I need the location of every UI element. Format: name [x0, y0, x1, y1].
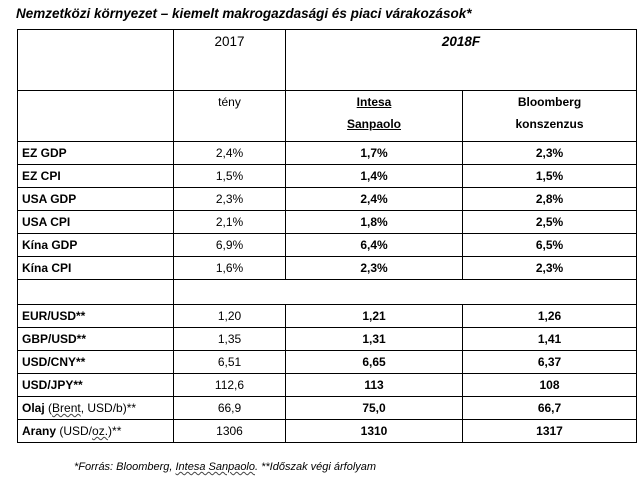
table-title: Nemzetközi környezet – kiemelt makrogazdasági és piaci várakozások* [16, 6, 472, 21]
value-bloomberg: 2,3% [463, 257, 637, 280]
value-intesa: 75,0 [286, 397, 463, 420]
gold-label-oz: oz. [92, 424, 109, 438]
value-2017: 1,20 [174, 305, 286, 328]
value-2017: 1,35 [174, 328, 286, 351]
header-intesa [286, 91, 463, 142]
value-intesa: 1,7% [286, 142, 463, 165]
row-label: EUR/USD** [18, 305, 174, 328]
table-row [18, 234, 637, 257]
spacer-cell [18, 280, 174, 305]
value-bloomberg: 1,5% [463, 165, 637, 188]
value-intesa: 6,4% [286, 234, 463, 257]
value-bloomberg: 1317 [463, 420, 637, 443]
value-2017: 1,6% [174, 257, 286, 280]
row-label: EZ GDP [18, 142, 174, 165]
value-2017: 112,6 [174, 374, 286, 397]
header-bloomberg-line2: konszenzus [515, 117, 584, 131]
value-2017: 6,9% [174, 234, 286, 257]
row-label-oil [18, 397, 174, 420]
value-bloomberg: 2,3% [463, 142, 637, 165]
row-label: GBP/USD** [18, 328, 174, 351]
row-label: USA GDP [18, 188, 174, 211]
row-label: USA CPI [18, 211, 174, 234]
spacer-cell-wide [174, 280, 637, 305]
header-bloomberg-line1: Bloomberg [517, 95, 582, 109]
table-row [18, 328, 637, 351]
table-row [18, 374, 637, 397]
header-corner-cell [18, 30, 174, 91]
value-intesa: 1,8% [286, 211, 463, 234]
gold-label-bold: Arany [22, 424, 57, 438]
table-row [18, 142, 637, 165]
oil-label-rest: , USD/b)** [80, 401, 137, 415]
value-intesa: 6,65 [286, 351, 463, 374]
forecast-table [17, 29, 637, 443]
row-label: Kína CPI [18, 257, 174, 280]
footnote [74, 461, 376, 473]
value-intesa: 113 [286, 374, 463, 397]
value-intesa: 1310 [286, 420, 463, 443]
value-bloomberg: 6,37 [463, 351, 637, 374]
oil-label-bold: Olaj [22, 401, 45, 415]
value-2017: 1306 [174, 420, 286, 443]
value-2017: 6,51 [174, 351, 286, 374]
header-source-row [18, 91, 637, 142]
value-intesa: 2,4% [286, 188, 463, 211]
header-source-corner [18, 91, 174, 142]
value-2017: 2,4% [174, 142, 286, 165]
section-spacer-row [18, 280, 637, 305]
value-bloomberg: 1,41 [463, 328, 637, 351]
table-row [18, 257, 637, 280]
value-2017: 2,3% [174, 188, 286, 211]
header-intesa-line1: Intesa [356, 95, 392, 109]
header-2018f: 2018F [286, 30, 637, 91]
table-row [18, 397, 637, 420]
header-intesa-line2: Sanpaolo [346, 117, 401, 131]
value-2017: 66,9 [174, 397, 286, 420]
table-row [18, 420, 637, 443]
footnote-part1: *Forrás: Bloomberg, [74, 461, 176, 473]
table-row [18, 211, 637, 234]
oil-label-brent: Brent [52, 401, 81, 415]
value-bloomberg: 66,7 [463, 397, 637, 420]
value-bloomberg: 6,5% [463, 234, 637, 257]
value-bloomberg: 2,5% [463, 211, 637, 234]
value-bloomberg: 1,26 [463, 305, 637, 328]
header-bloomberg [463, 91, 637, 142]
table-row [18, 165, 637, 188]
table-row [18, 351, 637, 374]
header-year-row [18, 30, 637, 91]
footnote-part3: . **Időszak végi árfolyam [255, 461, 377, 473]
value-2017: 1,5% [174, 165, 286, 188]
value-intesa: 1,31 [286, 328, 463, 351]
oil-label-open: ( [44, 401, 53, 415]
value-intesa: 1,21 [286, 305, 463, 328]
footnote-part2: Intesa Sanpaolo [175, 461, 255, 473]
value-intesa: 2,3% [286, 257, 463, 280]
header-actual-label: tény [174, 91, 286, 142]
row-label-gold [18, 420, 174, 443]
value-2017: 2,1% [174, 211, 286, 234]
value-bloomberg: 108 [463, 374, 637, 397]
row-label: USD/JPY** [18, 374, 174, 397]
value-intesa: 1,4% [286, 165, 463, 188]
table-row [18, 188, 637, 211]
row-label: Kína GDP [18, 234, 174, 257]
row-label: USD/CNY** [18, 351, 174, 374]
gold-label-open: (USD/ [56, 424, 93, 438]
table-row [18, 305, 637, 328]
value-bloomberg: 2,8% [463, 188, 637, 211]
gold-label-rest: )** [108, 424, 122, 438]
row-label: EZ CPI [18, 165, 174, 188]
header-2017: 2017 [174, 30, 286, 91]
